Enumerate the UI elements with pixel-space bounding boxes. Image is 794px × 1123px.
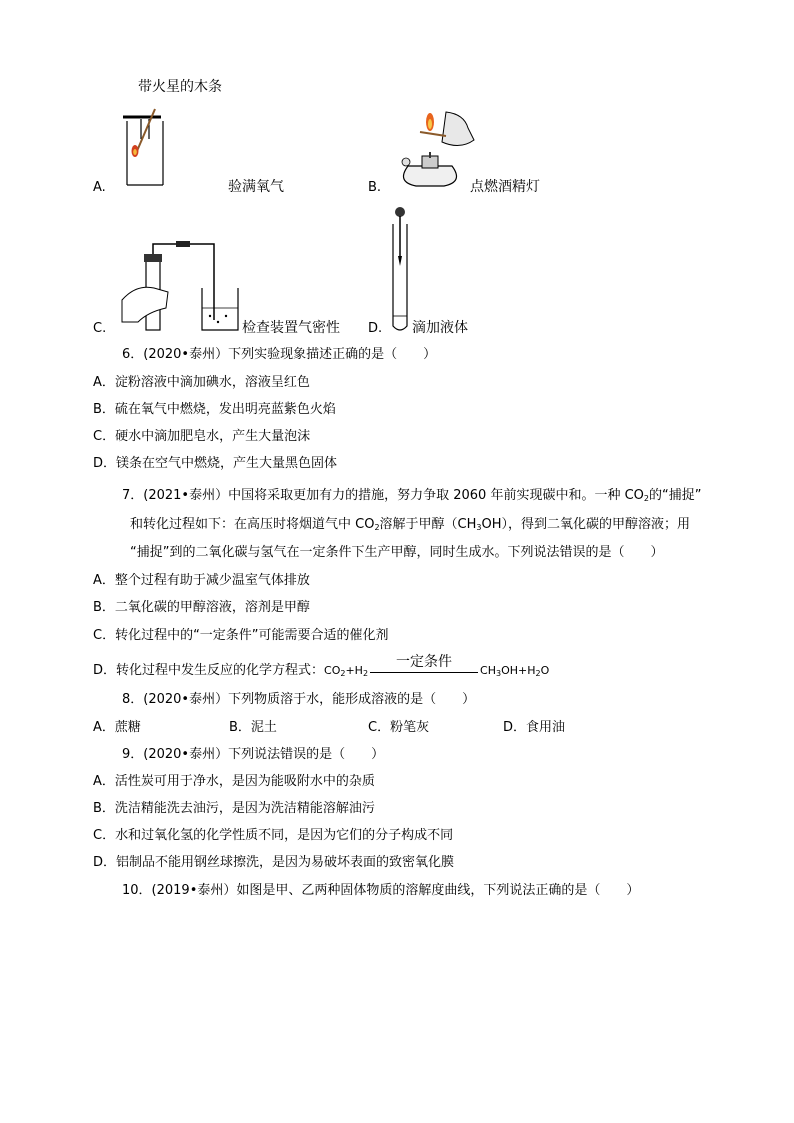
eq-h2o-sub: 2	[535, 669, 541, 678]
q7-option-a: A．整个过程有助于减少温室气体排放	[93, 573, 310, 588]
q7-line2-c: OH），得到二氧化碳的甲醇溶液；用	[481, 517, 691, 532]
q6-option-c: C．硬水中滴加肥皂水，产生大量泡沫	[93, 429, 311, 444]
eq-h-sub: 2	[362, 669, 369, 678]
q7-line2-b: 溶解于甲醇（CH	[379, 517, 477, 532]
q7-stem-line1	[122, 488, 701, 507]
q7-line2-sub: 2	[374, 523, 380, 532]
dropper-test-tube-figure	[388, 206, 412, 334]
option-a-letter: A.	[93, 180, 106, 195]
q7-line2-a: 和转化过程如下：在高压时将烟道气中 CO	[130, 517, 375, 532]
q9-stem: 9．(2020•泰州）下列说法错误的是（ ）	[122, 747, 385, 762]
option-a-text: 验满氧气	[228, 179, 284, 195]
q9-option-b: B．洗洁精能洗去油污，是因为洗洁精能溶解油污	[93, 801, 375, 816]
eq-plus-h: +H	[345, 664, 363, 677]
eq-arrow	[368, 654, 480, 682]
q7-option-c: C．转化过程中的“一定条件”可能需要合适的催化剂	[93, 628, 389, 643]
q7-stem-line2	[130, 517, 690, 536]
eq-ch-sub: 3	[496, 669, 502, 678]
q6-option-d: D．镁条在空气中燃烧，产生大量黑色固体	[93, 456, 338, 471]
q7-line1-b: 的“捕捉”	[648, 488, 702, 503]
q6-stem: 6．(2020•泰州）下列实验现象描述正确的是（ ）	[122, 347, 437, 362]
q7-line1-sub: 2	[643, 494, 649, 503]
q8-option-d: D．食用油	[503, 720, 566, 735]
q7-line1-a: 7．(2021•泰州）中国将采取更加有力的措施，努力争取 2060 年前实现碳中和。一种 CO	[122, 488, 644, 503]
eq-condition: 一定条件	[396, 654, 453, 670]
airtightness-check-figure	[118, 238, 242, 334]
q8-option-a: A．蔗糖	[93, 720, 141, 735]
q7-option-d	[93, 654, 550, 682]
q6-option-a: A．淀粉溶液中滴加碘水，溶液呈红色	[93, 375, 310, 390]
q9-option-d: D．铝制品不能用钢丝球擦洗，是因为易破坏表面的致密氧化膜	[93, 855, 455, 870]
option-d-letter: D.	[368, 321, 383, 336]
option-c-letter: C.	[93, 321, 107, 336]
oxygen-test-bottle-figure	[115, 103, 175, 189]
option-b-text: 点燃酒精灯	[470, 179, 540, 195]
option-b-letter: B.	[368, 180, 382, 195]
alcohol-lamp-figure	[386, 102, 478, 190]
q7-line2-sub2: 3	[476, 523, 482, 532]
option-c-text: 检查装置气密性	[242, 320, 340, 336]
a-figure-caption: 带火星的木条	[138, 79, 222, 95]
eq-o: O	[540, 664, 550, 677]
eq-co-sub: 2	[340, 669, 346, 678]
q10-stem: 10．(2019•泰州）如图是甲、乙两种固体物质的溶解度曲线，下列说法正确的是（ ）	[122, 883, 640, 898]
q8-stem: 8．(2020•泰州）下列物质溶于水，能形成溶液的是（ ）	[122, 692, 476, 707]
eq-rest: OH+H	[501, 664, 536, 677]
option-d-text: 滴加液体	[412, 320, 468, 336]
q9-option-c: C．水和过氧化氢的化学性质不同，是因为它们的分子构成不同	[93, 828, 454, 843]
q6-option-b: B．硫在氧气中燃烧，发出明亮蓝紫色火焰	[93, 402, 336, 417]
q7-option-b: B．二氧化碳的甲醇溶液，溶剂是甲醇	[93, 600, 310, 615]
q8-option-b: B．泥土	[229, 720, 277, 735]
q7-stem-line3: “捕捉”到的二氧化碳与氢气在一定条件下生产甲醇，同时生成水。下列说法错误的是（ ）	[130, 545, 664, 560]
q7-option-d-prefix: D．转化过程中发生反应的化学方程式：	[93, 663, 325, 678]
q9-option-a: A．活性炭可用于净水，是因为能吸附水中的杂质	[93, 774, 375, 789]
eq-ch: CH	[480, 664, 496, 677]
eq-co: CO	[324, 664, 341, 677]
q8-option-c: C．粉笔灰	[368, 720, 430, 735]
